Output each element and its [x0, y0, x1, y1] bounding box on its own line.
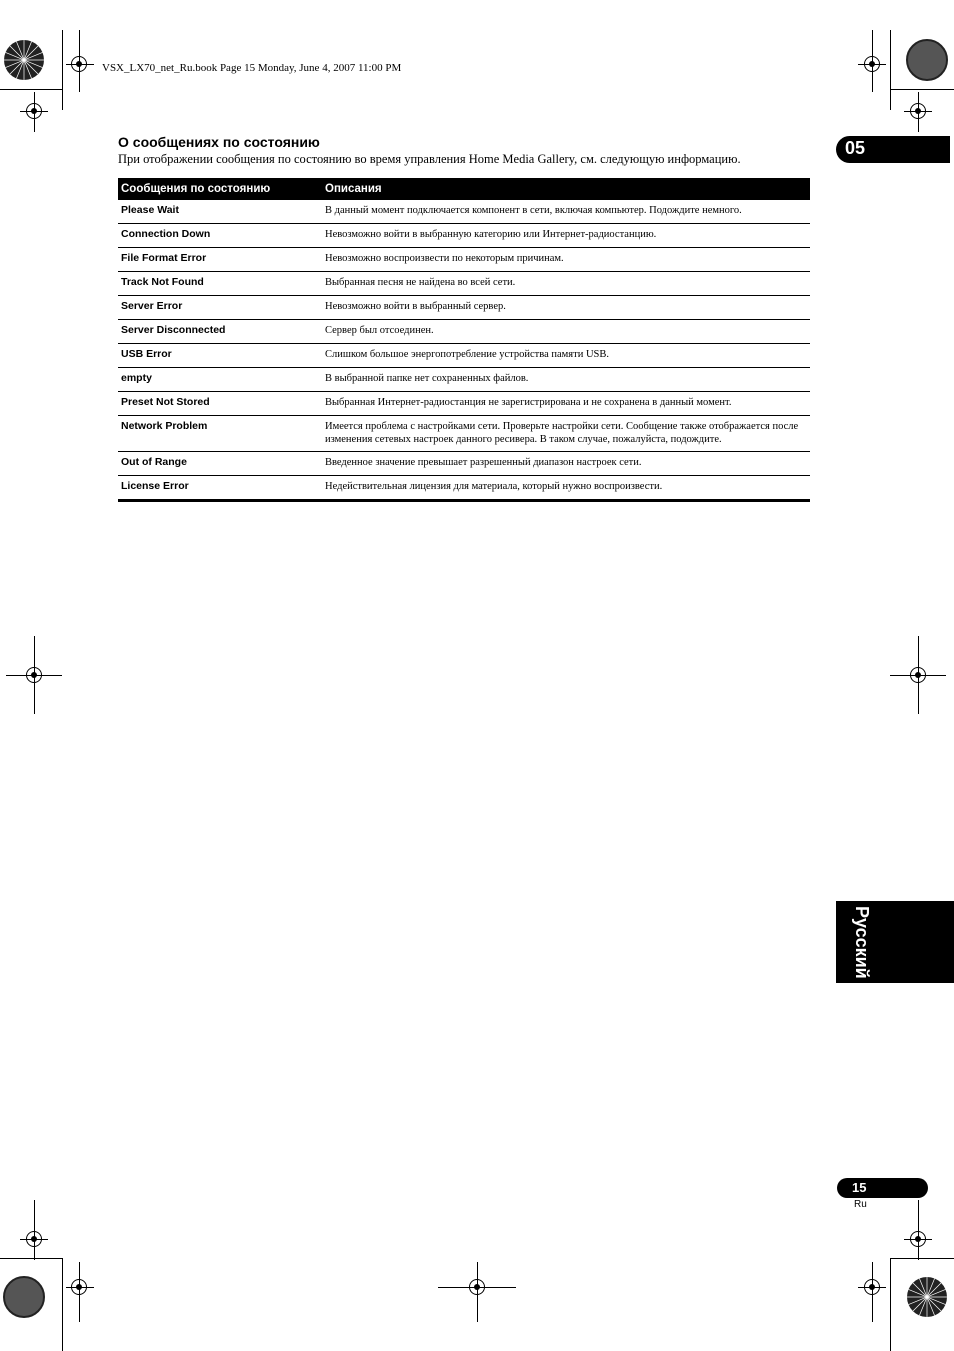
starburst-mark-icon — [905, 1275, 949, 1319]
table-row — [118, 320, 810, 344]
status-messages-table — [118, 178, 810, 502]
status-message: Network Problem — [118, 416, 322, 452]
section-title: О сообщениях по состоянию — [118, 134, 320, 150]
chapter-number: 05 — [845, 138, 866, 158]
status-message: Server Error — [118, 296, 322, 320]
status-message: USB Error — [118, 344, 322, 368]
halftone-mark-icon — [2, 1275, 46, 1319]
status-description: Имеется проблема с настройками сети. Проверьте настройки сети. Сообщение также отображается после изменения сетевых настроек данного ресивера. В таком случае, пожалуйста, подождите. — [322, 416, 810, 452]
status-message: Please Wait — [118, 200, 322, 224]
table-row — [118, 272, 810, 296]
status-message: File Format Error — [118, 248, 322, 272]
page-number: 15 — [852, 1180, 867, 1195]
section-intro: При отображении сообщения по состоянию во время управления Home Media Gallery, см. следующую информацию. — [118, 152, 741, 166]
table-row — [118, 200, 810, 224]
status-description: Невозможно войти в выбранный сервер. — [322, 296, 810, 320]
status-message: Out of Range — [118, 452, 322, 476]
page-language-code: Ru — [854, 1199, 867, 1210]
status-description: Выбранная песня не найдена во всей сети. — [322, 272, 810, 296]
halftone-mark-icon — [905, 38, 949, 82]
starburst-mark-icon — [2, 38, 46, 82]
table-header-row — [118, 178, 810, 200]
column-header-message: Сообщения по состоянию — [118, 178, 322, 200]
status-description: Недействительная лицензия для материала, который нужно воспроизвести. — [322, 476, 810, 501]
status-message: License Error — [118, 476, 322, 501]
status-message: Track Not Found — [118, 272, 322, 296]
table-row — [118, 296, 810, 320]
column-header-description: Описания — [322, 178, 810, 200]
table-row — [118, 248, 810, 272]
table-row — [118, 368, 810, 392]
status-description: Выбранная Интернет-радиостанция не зарегистрирована и не сохранена в данный момент. — [322, 392, 810, 416]
status-description: Слишком большое энергопотребление устройства памяти USB. — [322, 344, 810, 368]
status-message: Preset Not Stored — [118, 392, 322, 416]
status-message: Connection Down — [118, 224, 322, 248]
table-row — [118, 452, 810, 476]
status-description: В выбранной папке нет сохраненных файлов. — [322, 368, 810, 392]
table-row — [118, 416, 810, 452]
status-message: Server Disconnected — [118, 320, 322, 344]
status-description: Сервер был отсоединен. — [322, 320, 810, 344]
status-description: Введенное значение превышает разрешенный диапазон настроек сети. — [322, 452, 810, 476]
language-tab-label: Русский — [852, 905, 872, 979]
table-row — [118, 392, 810, 416]
table-row — [118, 224, 810, 248]
status-message: empty — [118, 368, 322, 392]
table-row — [118, 476, 810, 501]
page-number-pill — [837, 1178, 928, 1198]
status-description: В данный момент подключается компонент в сети, включая компьютер. Подождите немного. — [322, 200, 810, 224]
print-header: VSX_LX70_net_Ru.book Page 15 Monday, June 4, 2007 11:00 PM — [102, 62, 402, 74]
status-description: Невозможно войти в выбранную категорию или Интернет-радиостанцию. — [322, 224, 810, 248]
status-description: Невозможно воспроизвести по некоторым причинам. — [322, 248, 810, 272]
table-row — [118, 344, 810, 368]
